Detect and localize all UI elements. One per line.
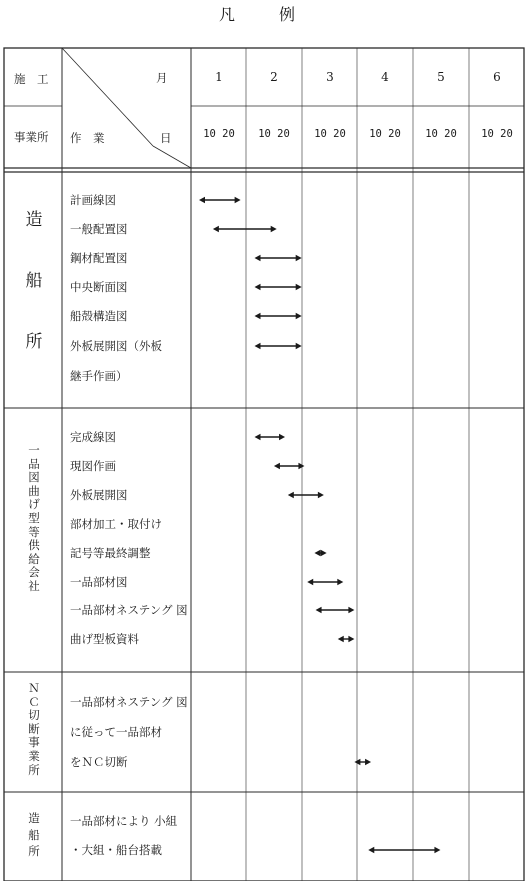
gantt-arrow-head (235, 197, 241, 203)
gantt-arrow-head (316, 607, 322, 613)
header-month-label: 月 (156, 71, 168, 85)
task-text: 一品部材図 (70, 575, 128, 589)
gantt-arrow-head (296, 313, 302, 319)
section-label-char: 所 (28, 844, 40, 859)
month-4: 4 (381, 70, 389, 84)
section-label-char: げ (28, 497, 40, 512)
section-label-shipyard (22, 212, 46, 351)
section-label-char: 会 (28, 565, 40, 580)
day-ticks-6: 10 20 (481, 128, 513, 140)
month-1: 1 (215, 70, 223, 84)
section-label-char: 図 (28, 470, 40, 485)
section-label-char: 所 (25, 332, 43, 352)
gantt-arrow-head (279, 434, 285, 440)
section-label-shipyard-assembly (25, 812, 43, 859)
section-label-char: 等 (28, 524, 40, 539)
gantt-arrow-head (296, 255, 302, 261)
task-text: 船殻構造図 (70, 309, 128, 323)
gantt-arrow-head (318, 492, 324, 498)
day-ticks-1: 10 20 (203, 128, 235, 140)
gantt-arrow-head (255, 343, 261, 349)
section-label-char: 業 (28, 748, 40, 763)
section-label-char: 供 (28, 538, 40, 553)
month-3: 3 (326, 70, 334, 84)
task-text: ・大組・船台搭載 (70, 843, 162, 857)
page-title: 凡 例 (218, 5, 309, 24)
header-office-label: 事業所 (14, 130, 49, 144)
section-label-char: 品 (28, 456, 40, 471)
section-label-char: 造 (25, 210, 43, 230)
task-text: をＮＣ切断 (70, 755, 128, 769)
section-label-char: 造 (28, 811, 40, 825)
gantt-arrow-head (296, 343, 302, 349)
section-label-char: 社 (28, 578, 40, 593)
gantt-arrow-head (274, 463, 280, 469)
gantt-arrow-head (337, 579, 343, 585)
header-work-label: 作 業 (70, 131, 105, 145)
task-text: 一品部材により 小組 (70, 814, 178, 828)
header-construction-label: 施 工 (14, 72, 49, 86)
gantt-arrow-head (255, 284, 261, 290)
gantt-arrow-head (434, 847, 440, 853)
task-text: 一品部材ネステング 図 (70, 695, 188, 709)
day-ticks-5: 10 20 (425, 128, 457, 140)
section-label-supplier (25, 444, 43, 594)
gantt-arrow-head (314, 550, 320, 556)
gantt-arrow-head (271, 226, 277, 232)
gantt-arrow-head (348, 607, 354, 613)
gantt-arrow-head (348, 636, 354, 642)
section-label-char: 断 (28, 721, 40, 736)
section-label-char: 曲 (28, 483, 40, 498)
gantt-arrow-head (368, 847, 374, 853)
task-text: 完成線図 (70, 430, 116, 444)
task-text: 中央断面図 (70, 280, 128, 294)
section-label-char: Ｃ (28, 694, 40, 709)
section-label-char: 切 (28, 708, 40, 723)
month-6: 6 (493, 70, 501, 84)
gantt-arrow-head (255, 434, 261, 440)
task-text: 一般配置図 (70, 222, 128, 236)
day-ticks-4: 10 20 (369, 128, 401, 140)
task-text: 計画線図 (70, 193, 116, 207)
section-label-char: Ｎ (28, 681, 40, 695)
gantt-arrow-head (213, 226, 219, 232)
task-text: 一品部材ネステング 図 (70, 603, 188, 617)
gantt-bars (199, 197, 440, 853)
gantt-arrow-head (199, 197, 205, 203)
task-text: 継手作画） (70, 369, 128, 383)
gantt-arrow-head (338, 636, 344, 642)
day-ticks-2: 10 20 (258, 128, 290, 140)
task-text: 曲げ型板資料 (70, 632, 139, 646)
task-text: 現図作画 (70, 459, 116, 473)
task-text: に従って一品部材 (70, 725, 162, 739)
task-text: 記号等最終調整 (70, 546, 151, 560)
gantt-arrow-head (307, 579, 313, 585)
gantt-arrow-head (298, 463, 304, 469)
section-label-char: 事 (28, 735, 40, 750)
gantt-arrow-head (321, 550, 327, 556)
gantt-arrow-head (296, 284, 302, 290)
gantt-arrow-head (354, 759, 360, 765)
gantt-arrow-head (255, 255, 261, 261)
task-text: 部材加工・取付け (70, 517, 162, 531)
section-label-nc-cutting (25, 682, 43, 777)
task-text: 外板展開図（外板 (70, 339, 162, 353)
section-label-char: 給 (28, 551, 40, 566)
gantt-arrow-head (365, 759, 371, 765)
gantt-arrow-head (255, 313, 261, 319)
task-text: 外板展開図 (70, 488, 128, 502)
month-2: 2 (270, 70, 278, 84)
section-label-char: 一 (28, 443, 40, 457)
gantt-arrow-head (288, 492, 294, 498)
task-text: 鋼材配置図 (70, 251, 128, 265)
section-label-char: 所 (28, 762, 40, 777)
month-5: 5 (437, 70, 445, 84)
section-label-char: 型 (28, 510, 40, 525)
day-ticks-3: 10 20 (314, 128, 346, 140)
section-label-char: 船 (25, 271, 43, 291)
section-label-char: 船 (28, 827, 40, 842)
header-day-label: 日 (160, 131, 172, 145)
